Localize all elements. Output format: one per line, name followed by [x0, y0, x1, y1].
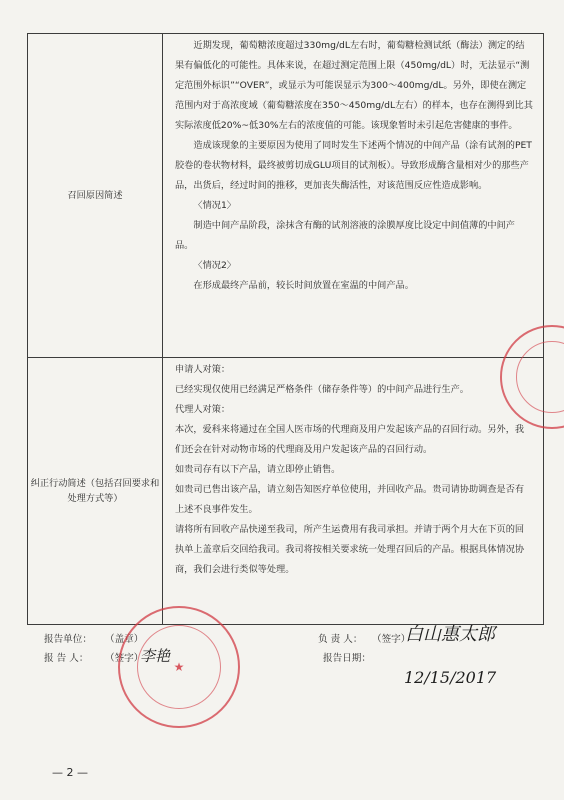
recall-reason-paragraph-2: 造成该现象的主要原因为使用了同时发生下述两个情况的中间产品（涂有试剂的PET胶卷的卷状物材料，最终被剪切成GLU项目的试剂板）。导致形成酶含量相对少的那些产品，出货后，经过时间的推移，更加丧失酶活性，对该范围反应性造成影响。 — [175, 140, 532, 191]
recall-reason-content — [163, 34, 544, 358]
agent-measures-text-2: 如贵司存有以下产品，请立即停止销售。 — [175, 464, 341, 475]
reporting-unit-value: （盖章） — [105, 634, 144, 645]
responsible-person-value: （签字） — [372, 634, 411, 645]
seam-seal-inner — [516, 341, 564, 413]
company-seal-stamp — [118, 606, 240, 728]
recall-report-table — [27, 33, 544, 625]
agent-measures-text-1: 本次，爱科来将通过在全国人医市场的代理商及用户发起该产品的召回行动。另外，我们还会在针对动物市场的代理商及用户发起该产品的召回行动。 — [175, 424, 525, 455]
reporter-signature: 李艳 — [140, 647, 171, 665]
corrective-action-label: 纠正行动简述（包括召回要求和处理方式等） — [28, 358, 163, 625]
agent-measures-text-4: 请将所有回收产品快递至我司，所产生运费用有我司承担。并请于两个月大在下页的回执单上盖章后交回给我司。我司将按相关要求统一处理召回后的产品。根据具体情况协商，我们会进行类似等处理。 — [175, 524, 525, 575]
case-2-text: 在形成最终产品前，较长时间放置在室温的中间产品。 — [193, 280, 414, 291]
case-2-title: 〈情况2〉 — [193, 260, 236, 271]
recall-reason-row — [28, 34, 544, 358]
responsible-person-label: 负 责 人： — [318, 634, 363, 645]
case-1-text: 制造中间产品阶段，涂抹含有酶的试剂溶液的涂膜厚度比设定中间值薄的中间产品。 — [175, 220, 515, 251]
report-date-value: 12/15/2017 — [404, 668, 497, 687]
company-seal-inner: ★ — [137, 625, 222, 710]
applicant-measures-title: 申请人对策： — [175, 364, 231, 375]
applicant-measures-text: 已经实现仅使用已经满足严格条件（储存条件等）的中间产品进行生产。 — [175, 384, 469, 395]
agent-measures-title: 代理人对策： — [175, 404, 231, 415]
recall-reason-label: 召回原因简述 — [28, 34, 163, 358]
page-number: — 2 — — [52, 766, 88, 779]
corrective-action-content — [163, 358, 544, 625]
reporter-value: （签字） — [105, 653, 144, 664]
responsible-person-signature: 白山惠太郎 — [405, 624, 495, 645]
report-date-label: 报告日期： — [323, 653, 371, 664]
case-1-title: 〈情况1〉 — [193, 200, 236, 211]
agent-measures-text-3: 如贵司已售出该产品，请立刻告知医疗单位使用，并回收产品。贵司请协助调查是否有上述不良事件发生。 — [175, 484, 525, 515]
corrective-action-row — [28, 358, 544, 625]
reporting-unit-label: 报告单位： — [44, 634, 92, 645]
recall-reason-paragraph-1: 近期发现，葡萄糖浓度超过330mg/dL左右时，葡萄糖检测试纸（酶法）测定的结果有偏低化的可能性。具体来说，在超过测定范围上限（450mg/dL）时，无法显示“测定范围外标识”“OVER”，或显示为可能误显示为300～400mg/dL。另外，即使在测定范围内对于高浓度域（葡萄糖浓度在350～450mg/dL左右）的样本，也存在测得到比其实际浓度低20%~低30%左右的浓度值的可能。该现象暂时未引起危害健康的事件。 — [175, 40, 533, 131]
reporter-label: 报 告 人： — [44, 653, 89, 664]
